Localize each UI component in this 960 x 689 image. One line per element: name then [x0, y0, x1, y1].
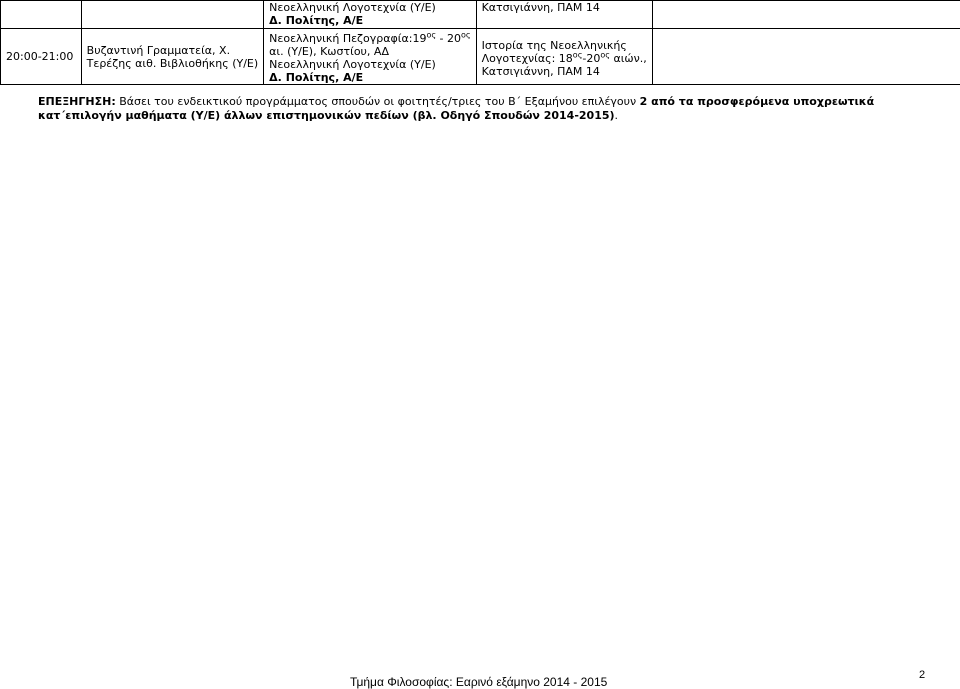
course-room: Τερέζης αιθ. Βιβλιοθήκης (Υ/Ε)	[86, 56, 259, 70]
note-text: Βάσει του ενδεικτικού προγράμματος σπουδών οι φοιτητές/τριες του Β΄ Εξαμήνου επιλέγουν	[115, 95, 640, 108]
schedule-row-top	[1, 1, 960, 29]
course-title: Νεοελληνική Λογοτεχνία (Υ/Ε)	[269, 1, 436, 14]
course-cell	[81, 29, 264, 85]
course-title: Λογοτεχνίας: $18^{o\varsigma}-20^{o\varsigma}$ αιών.,	[481, 50, 647, 65]
explanation-note	[38, 95, 938, 123]
schedule-table	[0, 0, 960, 85]
course-instructor: Δ. Πολίτης, Α/Ε	[269, 71, 364, 84]
footer-title: Τμήμα Φιλοσοφίας: Εαρινό εξάμηνο 2014 - 2015	[350, 675, 608, 689]
course-cell-empty	[81, 1, 264, 29]
course-title: Νεοελληνική $\Pi\varepsilon\zeta o\gamma\rho\alpha\varphi ί\alpha:19^{o\varsigma} - 20^{o\varsigma}$	[269, 30, 471, 45]
schedule-row-main	[1, 29, 960, 85]
course-cell-empty	[653, 1, 960, 29]
page-number: 2	[919, 669, 926, 681]
course-cell	[264, 29, 476, 85]
course-title: Ιστορία της Νεοελληνικής	[481, 39, 627, 52]
course-title: Νεοελληνική Λογοτεχνία (Υ/Ε)	[269, 58, 436, 71]
course-cell	[264, 1, 476, 29]
course-instructor: Κατσιγιάννη, ΠΑΜ 14	[481, 65, 600, 78]
time-slot: 20:00-21:00	[6, 50, 74, 63]
course-instructor: Κατσιγιάννη, ΠΑΜ 14	[481, 1, 600, 14]
course-title: Βυζαντινή Γραμματεία, Χ.	[86, 43, 231, 57]
note-bold-text: 2 από τα προσφερόμενα υποχρεωτικά κατ΄επιλογήν μαθήματα (Υ/Ε) άλλων επιστημονικών πεδίων (βλ. Οδηγό Σπουδών 2014-2015)	[38, 95, 875, 122]
note-end: .	[614, 109, 619, 122]
time-cell-empty	[1, 1, 82, 29]
course-instructor: Δ. Πολίτης, Α/Ε	[269, 14, 364, 27]
course-instructor: αι. (Υ/Ε), Κωστίου, ΑΔ	[269, 45, 389, 58]
note-label: ΕΠΕΞΗΓΗΣΗ:	[38, 95, 116, 108]
course-cell	[476, 29, 653, 85]
time-cell	[1, 29, 82, 85]
course-cell-empty	[653, 29, 960, 85]
course-cell	[476, 1, 653, 29]
